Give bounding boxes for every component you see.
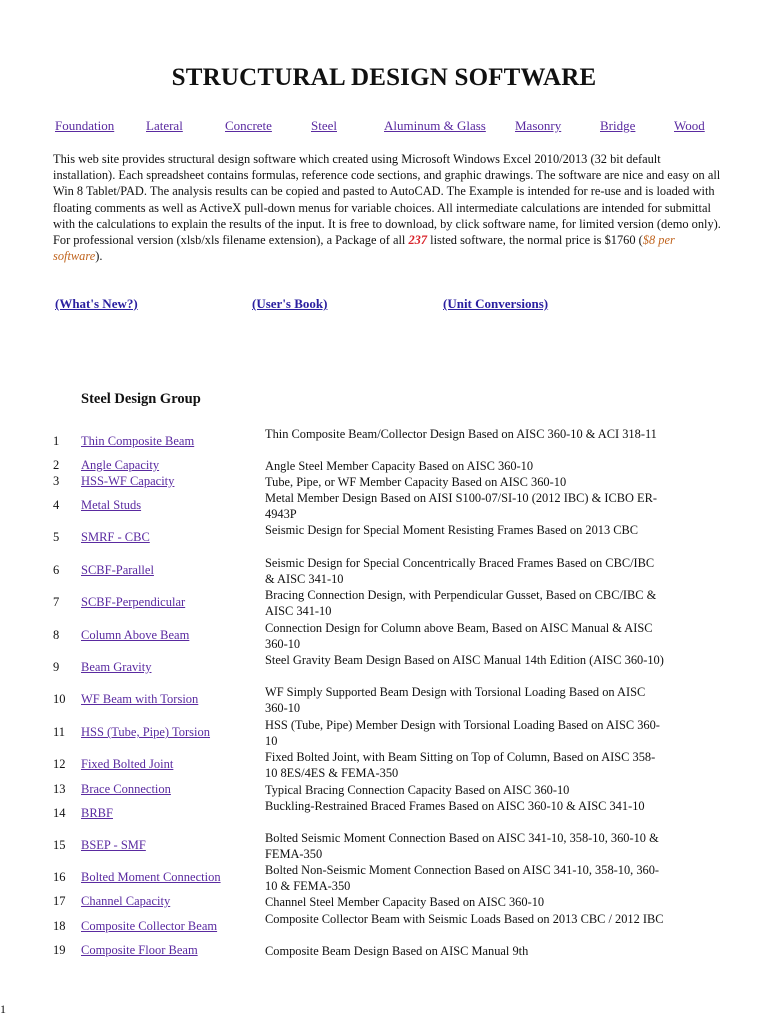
group-heading: Steel Design Group [81,391,201,407]
item-number: 5 [53,530,60,544]
software-description: Buckling-Restrained Braced Frames Based on AISC 360-10 & AISC 341-10 [265,799,645,813]
intro-paragraph [53,151,725,264]
intro-text: This web site provides structural design software which created using Microsoft Windows Excel 2010/2013 (32 bit default installation). Each spreadsheet contains formulas, reference code sections, and graphic drawings. The software are nice and easy on all Win 8 Tablet/PAD. The analysis results can be copied and pasted to AutoCAD. The Example is intended for re-use and is loaded with floating comments as well as ActiveX pull-down menus for variable choices. All intermediate calculations are intended for submittal with the calculations to explain the results of the input. It is free to download, by click software name, for limited version (demo only). For professional version (xlsb/xls filename extension), a Package of all [53,152,721,248]
item-number: 4 [53,498,60,512]
software-link[interactable]: HSS (Tube, Pipe) Torsion [81,725,211,739]
software-link[interactable]: SCBF-Perpendicular [81,595,186,609]
item-number: 2 [53,458,60,472]
users-book-link[interactable]: (User's Book) [252,296,328,311]
nav-link-foundation[interactable]: Foundation [55,118,115,133]
software-link[interactable]: Beam Gravity [81,660,152,674]
software-link[interactable]: SMRF - CBC [81,530,150,544]
software-link[interactable]: Composite Collector Beam [81,919,218,933]
intro-price-text: listed software, the normal price is $1760 ( [427,233,643,248]
software-description: Tube, Pipe, or WF Member Capacity Based on AISC 360-10 [265,475,567,489]
nav-link-wood[interactable]: Wood [674,118,705,133]
nav-link-bridge[interactable]: Bridge [600,118,636,133]
nav-link-steel[interactable]: Steel [311,118,337,133]
whats-new-link[interactable]: (What's New?) [55,296,138,311]
unit-conversions-link[interactable]: (Unit Conversions) [443,296,549,311]
nav-link-aluminum-glass[interactable]: Aluminum & Glass [384,118,486,133]
software-count: 237 [408,233,428,248]
software-link[interactable]: Metal Studs [81,498,142,512]
per-software-price: $8 per software [53,233,675,264]
software-link[interactable]: HSS-WF Capacity [81,474,175,488]
item-number: 19 [53,943,66,957]
item-number: 10 [53,692,66,706]
software-link[interactable]: Channel Capacity [81,894,171,908]
software-link[interactable]: WF Beam with Torsion [81,692,199,706]
software-description: Seismic Design for Special Moment Resisting Frames Based on 2013 CBC [265,523,639,537]
software-description: Channel Steel Member Capacity Based on AISC 360-10 [265,895,545,909]
software-link[interactable]: Thin Composite Beam [81,434,195,448]
software-link[interactable]: Brace Connection [81,782,171,796]
item-number: 12 [53,757,66,771]
software-description: Composite Collector Beam with Seismic Loads Based on 2013 CBC / 2012 IBC [265,912,664,926]
item-number: 17 [53,894,66,908]
item-number: 13 [53,782,66,796]
page-title: STRUCTURAL DESIGN SOFTWARE [171,64,597,91]
software-link[interactable]: Angle Capacity [81,458,160,472]
software-description: Angle Steel Member Capacity Based on AISC 360-10 [265,459,534,473]
software-description: Bolted Non-Seismic Moment Connection Based on AISC 341-10, 358-10, 360-10 & FEMA-350 [265,863,660,893]
item-number: 18 [53,919,66,933]
page-number: 1 [0,1002,6,1016]
software-description: Fixed Bolted Joint, with Beam Sitting on Top of Column, Based on AISC 358-10 8ES/4ES & FEMA-350 [265,750,656,780]
software-description: Steel Gravity Beam Design Based on AISC Manual 14th Edition (AISC 360-10) [265,653,664,667]
item-number: 6 [53,563,60,577]
software-description: Bracing Connection Design, with Perpendicular Gusset, Based on CBC/IBC & AISC 341-10 [265,588,657,618]
item-number: 8 [53,628,60,642]
item-number: 3 [53,474,60,488]
software-link[interactable]: BSEP - SMF [81,838,146,852]
software-description: Thin Composite Beam/Collector Design Based on AISC 360-10 & ACI 318-11 [265,427,657,441]
software-description: Metal Member Design Based on AISI S100-07/SI-10 (2012 IBC) & ICBO ER-4943P [265,491,657,521]
category-nav [0,118,768,138]
item-number: 14 [53,806,66,820]
software-description: Composite Beam Design Based on AISC Manual 9th [265,944,529,958]
nav-link-concrete[interactable]: Concrete [225,118,272,133]
nav-link-masonry[interactable]: Masonry [515,118,562,133]
software-link[interactable]: Column Above Beam [81,628,190,642]
software-link[interactable]: Bolted Moment Connection [81,870,221,884]
item-number: 11 [53,725,66,739]
item-number: 9 [53,660,60,674]
software-description: WF Simply Supported Beam Design with Torsional Loading Based on AISC 360-10 [265,685,646,715]
software-link[interactable]: SCBF-Parallel [81,563,154,577]
software-description: Typical Bracing Connection Capacity Based on AISC 360-10 [265,783,570,797]
item-number: 1 [53,434,60,448]
software-link[interactable]: Fixed Bolted Joint [81,757,174,771]
item-number: 15 [53,838,66,852]
software-description: HSS (Tube, Pipe) Member Design with Torsional Loading Based on AISC 360-10 [265,718,660,748]
item-number: 16 [53,870,66,884]
item-number: 7 [53,595,60,609]
software-description: Seismic Design for Special Concentrically Braced Frames Based on CBC/IBC & AISC 341-10 [265,556,655,586]
nav-link-lateral[interactable]: Lateral [146,118,183,133]
software-link[interactable]: BRBF [81,806,113,820]
software-description: Connection Design for Column above Beam, Based on AISC Manual & AISC 360-10 [265,621,653,651]
software-description: Bolted Seismic Moment Connection Based on AISC 341-10, 358-10, 360-10 & FEMA-350 [265,831,659,861]
intro-end: ). [95,249,103,264]
software-link[interactable]: Composite Floor Beam [81,943,198,957]
